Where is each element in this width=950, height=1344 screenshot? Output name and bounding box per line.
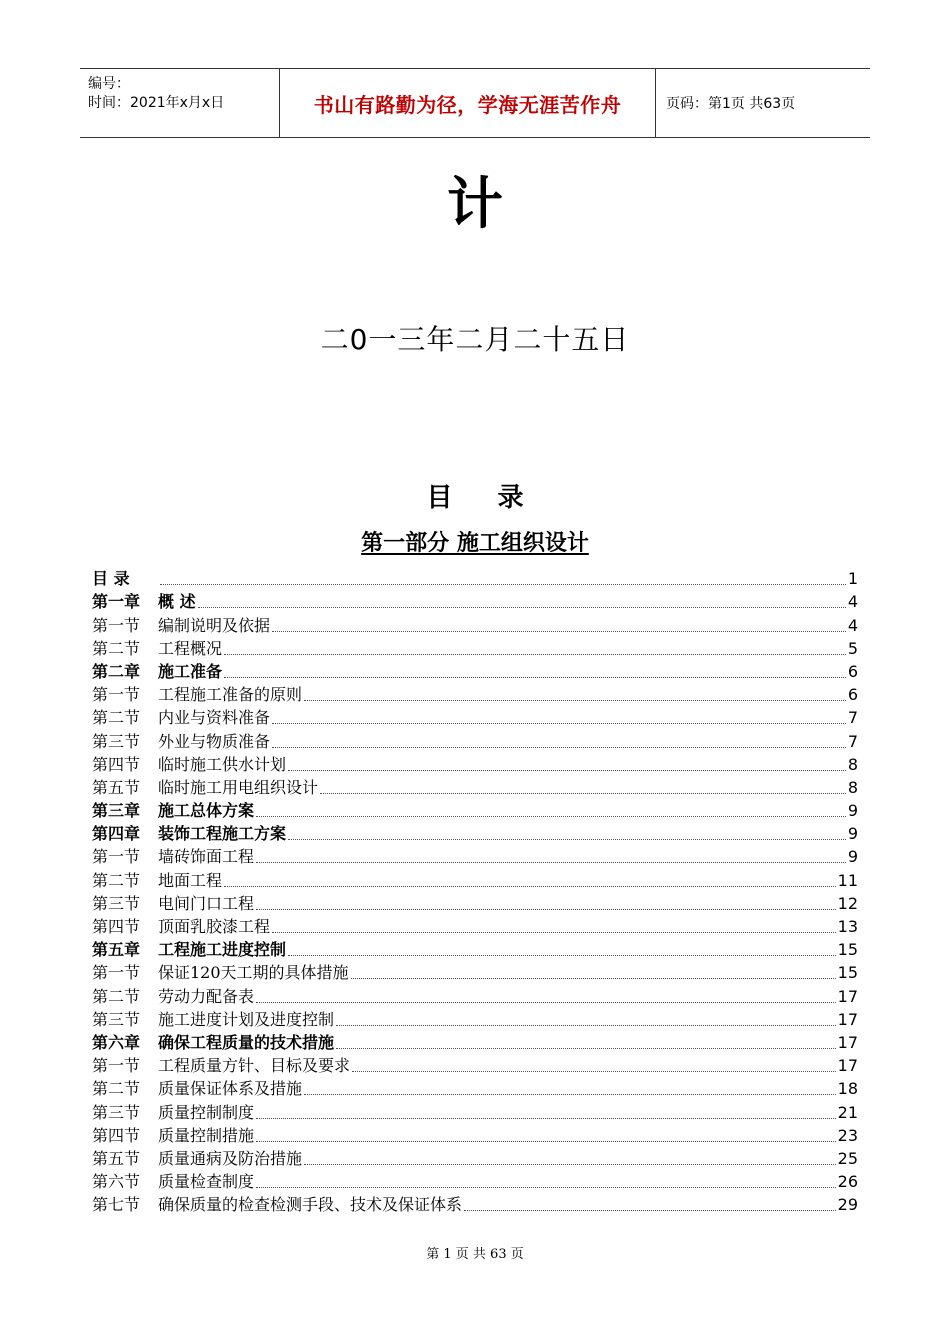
toc-leader-dots	[272, 932, 836, 933]
toc-entry-label	[92, 847, 254, 867]
toc-entry-label	[92, 1195, 462, 1215]
toc-entry-page: 7	[847, 708, 858, 728]
toc-entry-title: 地面工程	[158, 870, 223, 890]
toc-entry-title: 顶面乳胶漆工程	[158, 917, 271, 936]
toc-entry-chapter: 第六章	[92, 1032, 141, 1052]
toc-entry-title: 质量控制制度	[158, 1102, 255, 1122]
toc-entry[interactable]	[92, 844, 858, 867]
toc-entry-page: 1	[847, 569, 858, 589]
toc-leader-dots	[256, 1002, 836, 1003]
toc-leader-dots	[224, 886, 836, 887]
toc-entry-page: 5	[847, 638, 858, 658]
toc-entry-chapter: 第七节	[92, 1195, 141, 1215]
toc-entry-page: 17	[837, 1032, 858, 1052]
header-page-info: 页码：第1页 共63页	[666, 96, 796, 112]
toc-entry[interactable]	[92, 1030, 858, 1053]
toc-entry[interactable]	[92, 891, 858, 914]
toc-entry-label	[92, 1103, 254, 1123]
toc-entry-label	[92, 569, 158, 589]
toc-entry-title: 质量检查制度	[158, 1172, 255, 1192]
toc-leader-dots	[288, 839, 846, 840]
toc-entry-chapter: 目 录	[92, 569, 130, 589]
toc-entry-page: 17	[837, 1056, 858, 1076]
toc-entry-title: 确保工程质量的技术措施	[158, 1032, 335, 1052]
toc-entry[interactable]	[92, 589, 858, 612]
page-header	[80, 68, 870, 138]
table-of-contents	[92, 566, 858, 1215]
toc-entry-page: 17	[837, 1009, 858, 1029]
toc-entry-label	[92, 1149, 302, 1169]
toc-leader-dots	[256, 816, 846, 817]
toc-entry-title: 外业与物质准备	[158, 731, 271, 751]
toc-entry-title: 保证120天工期的具体措施	[158, 963, 349, 983]
toc-entry-chapter: 第五节	[92, 777, 141, 797]
title-char: 计	[447, 172, 503, 237]
toc-entry-page: 11	[837, 870, 858, 890]
toc-leader-dots	[160, 584, 846, 585]
toc-leader-dots	[224, 654, 846, 655]
toc-entry-title: 确保质量的检查检测手段、技术及保证体系	[158, 1195, 463, 1215]
toc-entry[interactable]	[92, 1076, 858, 1099]
toc-entry-page: 4	[847, 592, 858, 612]
toc-leader-dots	[288, 770, 846, 771]
toc-subtitle	[0, 528, 950, 560]
toc-entry-page: 7	[847, 731, 858, 751]
toc-entry-chapter: 第二章	[92, 661, 141, 681]
toc-entry[interactable]	[92, 867, 858, 890]
toc-leader-dots	[272, 747, 846, 748]
toc-entry-chapter: 第一节	[92, 847, 141, 867]
toc-leader-dots	[256, 862, 846, 863]
toc-entry-title: 质量通病及防治措施	[158, 1148, 303, 1168]
toc-entry[interactable]	[92, 1099, 858, 1122]
toc-entry-label	[92, 592, 196, 612]
toc-entry-label	[92, 1056, 350, 1076]
toc-entry-title: 工程质量方针、目标及要求	[158, 1056, 351, 1076]
header-number: 编号：	[88, 76, 130, 92]
toc-entry-page: 21	[837, 1102, 858, 1122]
toc-entry-chapter: 第四节	[92, 754, 141, 774]
toc-entry-page: 6	[847, 661, 858, 681]
toc-entry-label	[92, 755, 286, 775]
toc-entry-title: 工程概况	[158, 638, 223, 658]
toc-entry-chapter: 第四章	[92, 824, 141, 844]
page-footer: 第 1 页 共 63 页	[426, 1247, 524, 1262]
toc-entry-label	[92, 778, 318, 798]
toc-entry-chapter: 第三节	[92, 731, 141, 751]
toc-entry-page: 12	[837, 893, 858, 913]
toc-leader-dots	[256, 1141, 836, 1142]
toc-entry-chapter: 第四节	[92, 917, 141, 936]
toc-entry-label	[92, 1033, 334, 1053]
toc-leader-dots	[272, 631, 846, 632]
toc-leader-dots	[304, 1164, 836, 1165]
toc-entry-label	[92, 732, 270, 752]
toc-entry-chapter: 第六节	[92, 1172, 141, 1192]
toc-entry-label	[92, 1172, 254, 1192]
toc-entry[interactable]	[92, 705, 858, 728]
toc-entry-page: 9	[847, 824, 858, 844]
toc-leader-dots	[198, 607, 846, 608]
toc-entry[interactable]	[92, 612, 858, 635]
toc-leader-dots	[352, 1071, 836, 1072]
toc-entry-page: 9	[847, 801, 858, 821]
toc-entry-title: 工程施工准备的原则	[158, 685, 303, 705]
toc-entry-label	[92, 708, 270, 728]
toc-entry-label	[92, 824, 286, 844]
toc-leader-dots	[256, 1187, 836, 1188]
toc-leader-dots	[336, 1025, 836, 1026]
toc-entry-title: 施工总体方案	[158, 801, 255, 821]
toc-entry-page: 13	[837, 917, 858, 936]
toc-title: 目 录	[426, 483, 542, 513]
toc-entry-page: 15	[837, 940, 858, 960]
toc-entry-chapter: 第三节	[92, 1102, 141, 1122]
toc-entry[interactable]	[92, 937, 858, 960]
toc-entry-page: 25	[837, 1148, 858, 1168]
toc-subtitle-text: 第一部分 施工组织设计	[361, 531, 589, 556]
toc-entry-page: 15	[837, 963, 858, 983]
toc-entry-page: 23	[837, 1125, 858, 1145]
toc-entry-label	[92, 963, 349, 983]
toc-entry[interactable]	[92, 1169, 858, 1192]
toc-entry[interactable]	[92, 566, 858, 589]
toc-entry-chapter: 第二节	[92, 1079, 141, 1099]
toc-entry-label	[92, 1126, 254, 1146]
toc-entry[interactable]	[92, 682, 858, 705]
toc-entry-title: 质量保证体系及措施	[158, 1079, 303, 1099]
toc-entry-chapter: 第五章	[92, 940, 141, 960]
header-time: 时间：2021年x月x日	[88, 95, 225, 111]
toc-entry-title: 概 述	[158, 592, 196, 612]
toc-entry-chapter: 第五节	[92, 1148, 141, 1168]
toc-entry-title: 质量控制措施	[158, 1125, 255, 1145]
toc-entry[interactable]	[92, 1123, 858, 1146]
toc-entry-chapter: 第二节	[92, 638, 141, 658]
toc-leader-dots	[304, 1094, 836, 1095]
toc-entry-label	[92, 662, 222, 682]
toc-entry[interactable]	[92, 1007, 858, 1030]
toc-leader-dots	[256, 909, 836, 910]
toc-leader-dots	[256, 1118, 836, 1119]
toc-entry-title: 工程施工进度控制	[158, 940, 287, 960]
toc-entry[interactable]	[92, 798, 858, 821]
toc-entry-chapter: 第四节	[92, 1125, 141, 1145]
toc-leader-dots	[464, 1210, 836, 1211]
toc-entry-title: 临时施工用电组织设计	[158, 777, 319, 797]
toc-entry-chapter: 第二节	[92, 986, 141, 1006]
toc-entry[interactable]	[92, 752, 858, 775]
toc-entry-label	[92, 639, 222, 659]
toc-entry[interactable]	[92, 1192, 858, 1215]
toc-entry-title: 劳动力配备表	[158, 986, 255, 1006]
toc-entry-title: 电间门口工程	[158, 893, 255, 913]
toc-entry-label	[92, 940, 286, 960]
toc-leader-dots	[272, 723, 846, 724]
toc-entry[interactable]	[92, 1053, 858, 1076]
toc-entry-page: 4	[847, 615, 858, 635]
toc-leader-dots	[288, 955, 836, 956]
toc-leader-dots	[304, 700, 846, 701]
header-meta	[80, 69, 280, 137]
toc-entry-chapter: 第一节	[92, 615, 141, 635]
document-date: 二0一三年二月二十五日	[320, 323, 630, 356]
toc-entry[interactable]	[92, 983, 858, 1006]
toc-entry-chapter: 第三章	[92, 801, 141, 821]
toc-entry-page: 29	[837, 1195, 858, 1215]
toc-leader-dots	[351, 978, 836, 979]
toc-entry[interactable]	[92, 960, 858, 983]
toc-entry-chapter: 第三节	[92, 1009, 141, 1029]
toc-entry-page: 6	[847, 685, 858, 705]
toc-entry-title: 施工进度计划及进度控制	[158, 1009, 335, 1029]
toc-entry-label	[92, 616, 270, 636]
toc-entry-page: 26	[837, 1172, 858, 1192]
toc-entry-title: 装饰工程施工方案	[158, 824, 287, 844]
toc-entry-title: 内业与资料准备	[158, 708, 271, 728]
toc-entry-page: 8	[847, 777, 858, 797]
toc-entry-chapter: 第一节	[92, 1056, 141, 1076]
toc-entry-page: 8	[847, 754, 858, 774]
toc-entry-chapter: 第一节	[92, 963, 141, 983]
toc-entry-label	[92, 917, 270, 937]
toc-entry-title: 临时施工供水计划	[158, 754, 287, 774]
toc-entry[interactable]	[92, 659, 858, 682]
toc-entry[interactable]	[92, 914, 858, 937]
toc-entry[interactable]	[92, 1146, 858, 1169]
toc-entry-label	[92, 685, 302, 705]
toc-entry-page: 9	[847, 847, 858, 867]
toc-entry-title: 编制说明及依据	[158, 615, 271, 635]
toc-entry-chapter: 第二节	[92, 870, 141, 890]
toc-entry-label	[92, 1010, 334, 1030]
toc-entry[interactable]	[92, 728, 858, 751]
toc-entry-chapter: 第一节	[92, 685, 141, 705]
toc-entry-page: 18	[837, 1079, 858, 1099]
toc-entry-label	[92, 801, 254, 821]
toc-entry[interactable]	[92, 821, 858, 844]
toc-entry-title: 施工准备	[158, 661, 223, 681]
toc-entry-label	[92, 987, 254, 1007]
toc-leader-dots	[224, 677, 846, 678]
toc-entry[interactable]	[92, 636, 858, 659]
toc-entry-label	[92, 871, 222, 891]
toc-entry-label	[92, 894, 254, 914]
toc-entry-chapter: 第二节	[92, 708, 141, 728]
toc-entry-chapter: 第一章	[92, 592, 141, 612]
toc-leader-dots	[320, 793, 846, 794]
toc-entry[interactable]	[92, 775, 858, 798]
toc-entry-label	[92, 1079, 302, 1099]
toc-entry-chapter: 第三节	[92, 893, 141, 913]
toc-entry-page: 17	[837, 986, 858, 1006]
toc-entry-title: 墙砖饰面工程	[158, 847, 255, 867]
toc-leader-dots	[336, 1048, 836, 1049]
header-motto: 书山有路勤为径，学海无涯苦作舟	[280, 69, 656, 137]
